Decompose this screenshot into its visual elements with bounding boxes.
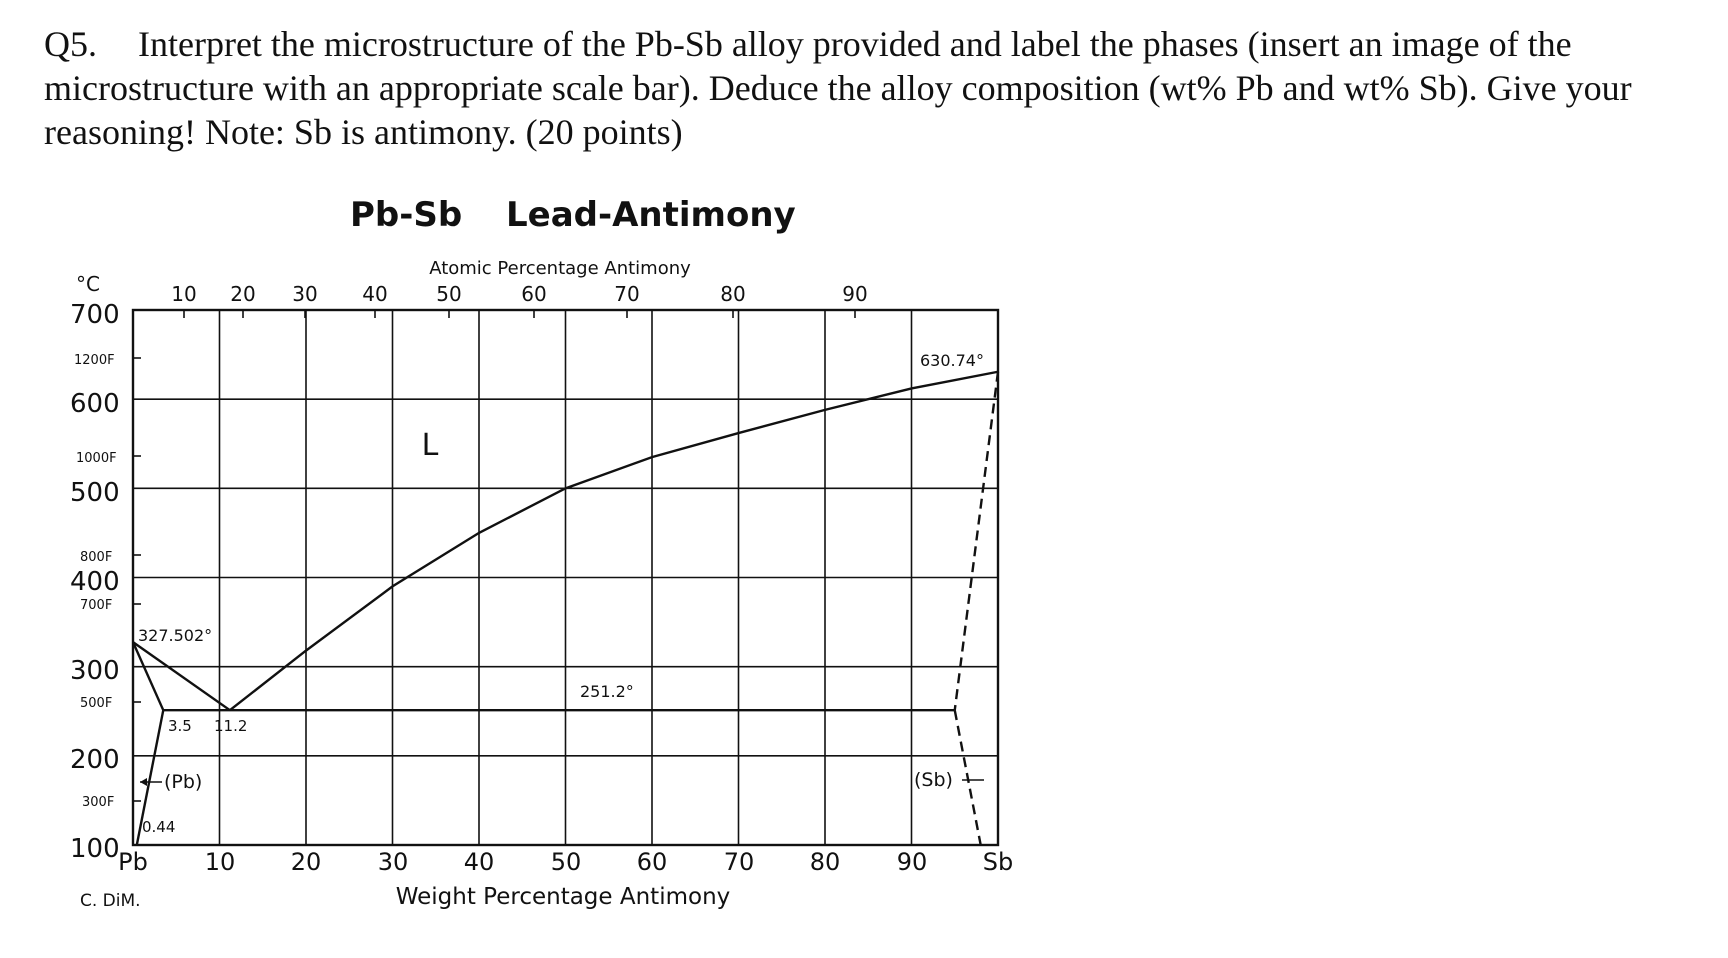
bottom-tick-label: 40 (463, 848, 495, 876)
eutectic-composition-label: 11.2 (214, 717, 248, 735)
bottom-tick-label: 80 (809, 848, 841, 876)
liquid-region-label: L (421, 428, 439, 463)
bottom-tick-label: 10 (204, 848, 236, 876)
celsius-tick-label: 100 (70, 834, 120, 864)
fahrenheit-tick-label: 1200F (74, 353, 115, 368)
celsius-tick-label: 400 (70, 567, 120, 597)
bottom-tick-label: 30 (377, 848, 409, 876)
bottom-ticks (118, 848, 1013, 876)
liquidus-sb-side-line (230, 372, 998, 710)
top-tick-label: 20 (230, 282, 256, 306)
pb-phase-arrowhead (140, 778, 147, 786)
question-line-1-text: Interpret the microstructure of the Pb-Sb alloy provided and label the phases (insert an image of the (138, 24, 1572, 64)
celsius-tick-label: 600 (70, 389, 120, 419)
top-ticks (171, 282, 867, 306)
bottom-tick-label: 90 (896, 848, 928, 876)
bottom-tick-label: 70 (723, 848, 755, 876)
fahrenheit-tick-label: 800F (80, 550, 113, 565)
top-tick-label: 70 (614, 282, 640, 306)
bottom-tick-label: Pb (118, 848, 148, 876)
grid (133, 310, 998, 845)
pb-max-solubility-label: 3.5 (168, 717, 192, 735)
annotations (138, 351, 984, 836)
celsius-tick-label: 200 (70, 745, 120, 775)
top-tick-label: 10 (171, 282, 197, 306)
top-tick-label: 80 (720, 282, 746, 306)
celsius-tick-label: 700 (70, 300, 120, 330)
credit-label: C. DiM. (80, 891, 141, 911)
top-tick-label: 30 (292, 282, 318, 306)
question-line-3: reasoning! Note: Sb is antimony. (20 points) (44, 112, 683, 152)
fahrenheit-tick-label: 1000F (76, 451, 117, 466)
fahrenheit-tick-label: 300F (82, 795, 115, 810)
top-tick-label: 60 (521, 282, 547, 306)
sb-melting-label: 630.74° (920, 351, 984, 370)
fahrenheit-tick-label: 500F (80, 696, 113, 711)
eutectic-temp-label: 251.2° (580, 682, 634, 701)
question-number: Q5. (44, 24, 97, 64)
sb-solidus-line (955, 372, 998, 710)
top-tick-label: 50 (436, 282, 462, 306)
top-tick-label: 40 (362, 282, 388, 306)
sb-phase-label: (Sb) (914, 769, 953, 791)
bottom-axis-label: Weight Percentage Antimony (395, 884, 731, 910)
bottom-tick-label: 50 (550, 848, 582, 876)
pb-solubility-100-label: 0.44 (142, 818, 176, 836)
pb-melting-label: 327.502° (138, 626, 213, 645)
top-axis-label: Atomic Percentage Antimony (429, 258, 691, 279)
bottom-tick-label: 20 (290, 848, 322, 876)
celsius-tick-label: 500 (70, 478, 120, 508)
celsius-tick-label: 300 (70, 656, 120, 686)
sb-solvus-line (955, 710, 981, 845)
bottom-tick-label: 60 (636, 848, 668, 876)
pb-phase-label: (Pb) (164, 771, 203, 793)
celsius-unit: °C (76, 272, 100, 296)
diagram-title-name: Lead-Antimony (506, 195, 796, 235)
fahrenheit-tick-label: 700F (80, 598, 113, 613)
question-line-2: microstructure with an appropriate scale bar). Deduce the alloy composition (wt% Pb and wt% Sb). Give your (44, 68, 1632, 108)
bottom-tick-label: Sb (982, 848, 1014, 876)
top-tick-label: 90 (842, 282, 868, 306)
diagram-title-system: Pb-Sb (350, 195, 463, 235)
